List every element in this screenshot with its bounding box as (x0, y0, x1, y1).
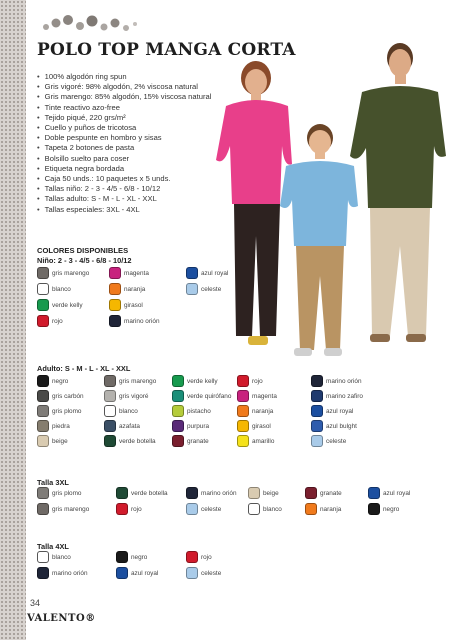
spec-item: • Tallas niño: 2 - 3 - 4/5 - 6/8 - 10/12 (37, 184, 237, 194)
color-swatch-item (186, 503, 248, 515)
color-swatch (37, 390, 49, 402)
color-swatch-item (237, 375, 311, 387)
color-swatch-item (305, 503, 368, 515)
color-swatch-item (37, 435, 104, 447)
color-name: purpura (187, 422, 210, 430)
color-swatch (237, 435, 249, 447)
color-name: blanco (52, 553, 71, 561)
color-name: azul royal (201, 269, 229, 277)
color-swatch (311, 405, 323, 417)
color-swatch-item (37, 315, 109, 327)
color-swatch-item (368, 487, 418, 499)
color-name: verde botella (119, 437, 156, 445)
color-swatch-item (37, 420, 104, 432)
spec-item: • Tapeta 2 botones de pasta (37, 143, 237, 153)
color-name: naranja (252, 407, 274, 415)
color-swatch (237, 375, 249, 387)
color-swatch (109, 315, 121, 327)
color-swatch (311, 420, 323, 432)
color-name: piedra (52, 422, 70, 430)
color-name: pistacho (187, 407, 211, 415)
color-name: verde quirófano (187, 392, 232, 400)
color-name: gris plomo (52, 407, 82, 415)
color-swatch-item (172, 375, 237, 387)
brand-logo: VALENTO® (27, 613, 96, 624)
color-swatch (104, 420, 116, 432)
color-swatch-item (109, 299, 186, 311)
color-swatch (109, 299, 121, 311)
color-swatch-item (37, 487, 116, 499)
color-name: azul royal (326, 407, 354, 415)
color-swatch (368, 503, 380, 515)
color-name: verde kelly (187, 377, 218, 385)
color-swatch-item (248, 503, 305, 515)
color-name: naranja (124, 285, 146, 293)
color-swatch (237, 390, 249, 402)
color-name: gris marengo (119, 377, 157, 385)
color-name: negro (383, 505, 400, 513)
color-name: celeste (201, 285, 222, 293)
color-swatch-item (172, 390, 237, 402)
color-name: granate (187, 437, 209, 445)
colors-heading: COLORES DISPONIBLES (37, 246, 129, 255)
color-name: marino orión (326, 377, 362, 385)
color-name: celeste (326, 437, 347, 445)
spec-item: • Tallas adulto: S - M - L - XL - XXL (37, 194, 237, 204)
spec-item: • Etiqueta negra bordada (37, 164, 237, 174)
color-name: marino zafiro (326, 392, 363, 400)
color-swatch-item (116, 567, 186, 579)
color-swatch-item (311, 405, 383, 417)
color-name: blanco (263, 505, 282, 513)
color-name: granate (320, 489, 342, 497)
color-name: azul bulght (326, 422, 357, 430)
color-swatch (172, 405, 184, 417)
color-swatch-item (311, 435, 383, 447)
xl4-color-grid (37, 551, 256, 579)
color-swatch-item (116, 503, 186, 515)
color-name: celeste (201, 505, 222, 513)
color-name: verde kelly (52, 301, 83, 309)
color-swatch (311, 390, 323, 402)
color-swatch-item (311, 420, 383, 432)
color-name: amarillo (252, 437, 275, 445)
decorative-dots (40, 14, 150, 40)
color-swatch-item (186, 551, 256, 563)
color-swatch (186, 567, 198, 579)
color-swatch (116, 567, 128, 579)
color-name: marino orión (201, 489, 237, 497)
color-swatch-item (37, 503, 116, 515)
color-swatch (104, 390, 116, 402)
color-swatch (37, 375, 49, 387)
color-swatch-item (116, 551, 186, 563)
color-swatch (37, 567, 49, 579)
color-swatch (186, 267, 198, 279)
spec-item: • Tejido piqué, 220 grs/m² (37, 113, 237, 123)
color-name: girasol (252, 422, 271, 430)
spec-item: • 100% algodón ring spun (37, 72, 237, 82)
color-name: negro (52, 377, 69, 385)
xl4-sizes-label: Talla 4XL (37, 542, 69, 551)
color-swatch (104, 375, 116, 387)
kids-sizes-label: Niño: 2 - 3 - 4/5 - 6/8 - 10/12 (37, 256, 132, 265)
empty-cell (186, 299, 261, 311)
color-swatch-item (37, 283, 109, 295)
color-name: blanco (52, 285, 71, 293)
color-swatch-item (37, 405, 104, 417)
color-name: azafata (119, 422, 140, 430)
color-swatch (237, 420, 249, 432)
color-swatch-item (172, 405, 237, 417)
color-name: celeste (201, 569, 222, 577)
color-swatch-item (104, 375, 172, 387)
spec-item: • Bolsillo suelto para coser (37, 154, 237, 164)
color-swatch-item (186, 567, 256, 579)
color-swatch-item (37, 299, 109, 311)
color-swatch (305, 487, 317, 499)
color-name: gris carbón (52, 392, 84, 400)
color-swatch (116, 487, 128, 499)
color-swatch-item (109, 283, 186, 295)
color-swatch (172, 420, 184, 432)
color-name: beige (52, 437, 68, 445)
color-swatch (172, 435, 184, 447)
adult-color-grid (37, 375, 383, 447)
color-swatch (311, 375, 323, 387)
color-swatch (186, 503, 198, 515)
spec-item: • Tinte reactivo azo-free (37, 103, 237, 113)
color-swatch-item (116, 487, 186, 499)
color-swatch-item (104, 405, 172, 417)
color-swatch (37, 315, 49, 327)
color-swatch-item (37, 375, 104, 387)
color-swatch-item (368, 503, 418, 515)
color-name: rojo (201, 553, 212, 561)
color-swatch (248, 487, 260, 499)
spec-item: • Gris marengo: 85% algodón, 15% viscosa natural (37, 92, 237, 102)
xl3-color-grid (37, 487, 418, 515)
color-swatch-item (104, 420, 172, 432)
color-name: gris plomo (52, 489, 82, 497)
spec-item: • Cuello y puños de tricotosa (37, 123, 237, 133)
color-swatch (109, 267, 121, 279)
color-swatch (37, 267, 49, 279)
color-swatch (37, 299, 49, 311)
color-name: rojo (131, 505, 142, 513)
color-name: rojo (252, 377, 263, 385)
color-name: azul royal (383, 489, 411, 497)
color-swatch (368, 487, 380, 499)
color-swatch-item (172, 435, 237, 447)
xl3-sizes-label: Talla 3XL (37, 478, 69, 487)
color-name: gris vigoré (119, 392, 149, 400)
color-swatch (116, 551, 128, 563)
color-swatch (186, 283, 198, 295)
color-swatch-item (37, 551, 116, 563)
color-name: gris marengo (52, 269, 90, 277)
color-name: marino orión (52, 569, 88, 577)
color-swatch (311, 435, 323, 447)
color-name: negro (131, 553, 148, 561)
color-swatch (186, 487, 198, 499)
color-swatch-item (37, 567, 116, 579)
color-name: blanco (119, 407, 138, 415)
color-name: magenta (252, 392, 277, 400)
color-swatch-item (186, 487, 248, 499)
color-swatch (237, 405, 249, 417)
color-swatch (37, 487, 49, 499)
color-name: verde botella (131, 489, 168, 497)
color-swatch-item (237, 420, 311, 432)
color-swatch (37, 405, 49, 417)
color-swatch-item (109, 315, 186, 327)
adult-sizes-label: Adulto: S - M - L - XL - XXL (37, 364, 131, 373)
spec-item: • Gris vigoré: 98% algodón, 2% viscosa natural (37, 82, 237, 92)
color-swatch (186, 551, 198, 563)
color-swatch-item (37, 390, 104, 402)
spec-item: • Tallas especiales: 3XL - 4XL (37, 205, 237, 215)
color-swatch (172, 390, 184, 402)
color-name: rojo (52, 317, 63, 325)
color-swatch-item (311, 375, 383, 387)
color-swatch (104, 435, 116, 447)
side-texture-strip (0, 0, 26, 640)
color-swatch (37, 283, 49, 295)
color-name: magenta (124, 269, 149, 277)
color-name: gris marengo (52, 505, 90, 513)
color-swatch (37, 503, 49, 515)
color-swatch (109, 283, 121, 295)
color-swatch-item (172, 420, 237, 432)
color-name: azul royal (131, 569, 159, 577)
kids-color-grid (37, 267, 261, 327)
color-name: girasol (124, 301, 143, 309)
color-swatch-item (109, 267, 186, 279)
color-swatch-item (186, 267, 261, 279)
page-title: POLO TOP MANGA CORTA (37, 40, 296, 60)
color-swatch-item (104, 435, 172, 447)
color-name: marino orión (124, 317, 160, 325)
man-model (350, 43, 446, 342)
color-swatch (37, 420, 49, 432)
color-swatch-item (104, 390, 172, 402)
color-name: beige (263, 489, 279, 497)
color-swatch (305, 503, 317, 515)
color-swatch-item (237, 390, 311, 402)
color-swatch (104, 405, 116, 417)
color-swatch-item (305, 487, 368, 499)
color-swatch-item (37, 267, 109, 279)
page-number: 34 (30, 598, 41, 608)
spec-item: • Caja 50 unds.: 10 paquetes x 5 unds. (37, 174, 237, 184)
color-swatch (37, 435, 49, 447)
color-swatch-item (311, 390, 383, 402)
color-swatch (248, 503, 260, 515)
child-model (280, 124, 358, 356)
color-swatch-item (237, 405, 311, 417)
color-swatch-item (248, 487, 305, 499)
color-swatch (37, 551, 49, 563)
color-swatch-item (186, 283, 261, 295)
color-swatch-item (237, 435, 311, 447)
color-swatch (116, 503, 128, 515)
color-swatch (172, 375, 184, 387)
spec-item: • Doble pespunte en hombro y sisas (37, 133, 237, 143)
color-name: naranja (320, 505, 342, 513)
